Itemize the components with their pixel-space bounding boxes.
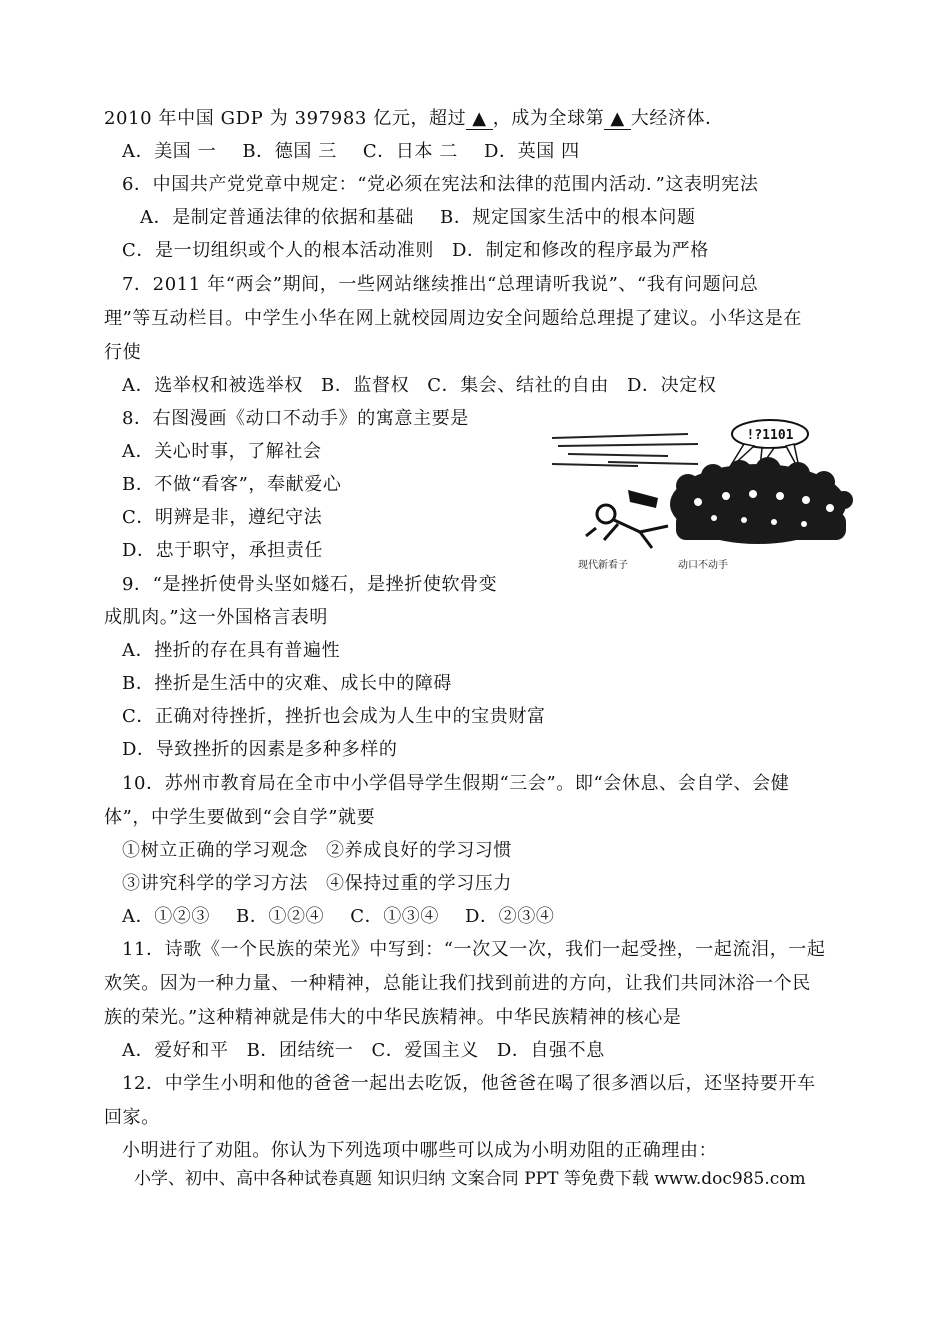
q11-option-d: D．自强不息 bbox=[496, 1040, 605, 1061]
q7-option-a: A．选举权和被选举权 bbox=[122, 375, 303, 396]
q6-options-cd bbox=[122, 238, 709, 264]
q6-option-a: A．是制定普通法律的依据和基础 bbox=[140, 207, 414, 228]
q7-options bbox=[122, 373, 716, 399]
fallen-figure bbox=[586, 505, 668, 548]
q9-line-1: 9．“是挫折使骨头坚如燧石，是挫折使软骨变 bbox=[122, 574, 498, 595]
q5-stem-c: 大经济体． bbox=[630, 108, 724, 129]
q8-option-c: C．明辨是非，遵纪守法 bbox=[122, 507, 323, 528]
q6-option-b: B．规定国家生活中的根本问题 bbox=[440, 207, 696, 228]
q10-items-12 bbox=[122, 838, 512, 864]
q7-option-c: C．集会、结社的自由 bbox=[427, 375, 610, 396]
q9-option-b: B．挫折是生活中的灾难、成长中的障碍 bbox=[122, 673, 453, 694]
q5-blank-1: ▲ bbox=[466, 109, 492, 130]
q7-option-d: D．决定权 bbox=[627, 375, 717, 396]
q8-option-a: A．关心时事，了解社会 bbox=[122, 441, 322, 462]
q5-option-b: B．德国 三 bbox=[242, 141, 337, 162]
q5-stem-a: 2010 年中国 GDP 为 397983 亿元，超过 bbox=[104, 108, 467, 129]
q5-blank-2: ▲ bbox=[604, 109, 630, 130]
q5-option-c: C．日本 二 bbox=[362, 141, 458, 162]
q10-line-2: 体”，中学生要做到“会自学”就要 bbox=[104, 807, 376, 828]
q5-options bbox=[122, 139, 606, 165]
q5-stem-b: ，成为全球第 bbox=[492, 108, 605, 129]
q6-option-c: C．是一切组织或个人的根本活动准则 bbox=[122, 240, 434, 261]
q5-stem bbox=[104, 106, 724, 132]
q11-option-b: B．团结统一 bbox=[246, 1040, 354, 1061]
q11-line-3: 族的荣光。”这种精神就是伟大的中华民族精神。中华民族精神的核心是 bbox=[104, 1007, 682, 1028]
q8-option-b: B．不做“看客”，奉献爱心 bbox=[122, 474, 342, 495]
q5-option-a: A．美国 一 bbox=[122, 141, 217, 162]
q10-line-1: 10．苏州市教育局在全市中小学倡导学生假期“三会”。即“会休息、会自学、会健 bbox=[122, 773, 790, 794]
q11-options bbox=[122, 1038, 605, 1064]
q9-line-2: 成肌肉。”这一外国格言表明 bbox=[104, 607, 329, 628]
cartoon-caption-left: 现代新看子 bbox=[578, 560, 628, 571]
q11-line-2: 欢笑。因为一种力量、一种精神，总能让我们找到前进的方向，让我们共同沐浴一个民 bbox=[104, 973, 811, 994]
q10-item-3: ③讲究科学的学习方法 bbox=[122, 873, 308, 894]
q11-option-c: C．爱国主义 bbox=[371, 1040, 479, 1061]
q10-item-1: ①树立正确的学习观念 bbox=[122, 840, 308, 861]
q6-option-d: D．制定和修改的程序最为严格 bbox=[451, 240, 709, 261]
q6-stem: 6．中国共产党党章中规定：“党必须在宪法和法律的范围内活动．”这表明宪法 bbox=[122, 174, 759, 195]
bubble-text: !?1101 bbox=[746, 428, 794, 443]
q12-line-2: 回家。 bbox=[104, 1107, 160, 1128]
q9-option-d: D．导致挫折的因素是多种多样的 bbox=[122, 739, 398, 760]
q7-line-2: 理”等互动栏目。中学生小华在网上就校园周边安全问题给总理提了建议。小华这是在 bbox=[104, 308, 802, 329]
q9-option-a: A．挫折的存在具有普遍性 bbox=[122, 640, 341, 661]
cartoon-illustration bbox=[548, 416, 854, 576]
q12-line-3: 小明进行了劝阻。你认为下列选项中哪些可以成为小明劝阻的正确理由： bbox=[122, 1140, 718, 1161]
q10-option-c: C．①③④ bbox=[350, 906, 440, 927]
q11-option-a: A．爱好和平 bbox=[122, 1040, 229, 1061]
q10-option-b: B．①②④ bbox=[236, 906, 325, 927]
q5-option-d: D．英国 四 bbox=[483, 141, 580, 162]
q7-option-b: B．监督权 bbox=[321, 375, 410, 396]
q10-option-d: D．②③④ bbox=[465, 906, 555, 927]
q8-option-d: D．忠于职守，承担责任 bbox=[122, 540, 324, 561]
q10-item-4: ④保持过重的学习压力 bbox=[326, 873, 512, 894]
q10-item-2: ②养成良好的学习习惯 bbox=[326, 840, 512, 861]
page-footer: 小学、初中、高中各种试卷真题 知识归纳 文案合同 PPT 等免费下载 www.doc985.com bbox=[134, 1169, 806, 1189]
q10-option-a: A．①②③ bbox=[122, 906, 210, 927]
q8-stem: 8．右图漫画《动口不动手》的寓意主要是 bbox=[122, 408, 469, 429]
q10-items-34 bbox=[122, 871, 512, 897]
q7-line-3: 行使 bbox=[104, 342, 142, 363]
q6-options-ab bbox=[140, 205, 696, 231]
q7-line-1: 7．2011 年“两会”期间，一些网站继续推出“总理请听我说”、“我有问题问总 bbox=[122, 274, 759, 295]
q12-line-1: 12．中学生小明和他的爸爸一起出去吃饭，他爸爸在喝了很多酒以后，还坚持要开车 bbox=[122, 1073, 816, 1094]
cartoon-caption-right: 动口不动手 bbox=[678, 560, 728, 571]
q10-options bbox=[122, 904, 554, 930]
q11-line-1: 11．诗歌《一个民族的荣光》中写到：“一次又一次，我们一起受挫，一起流泪，一起 bbox=[122, 939, 826, 960]
q9-option-c: C．正确对待挫折，挫折也会成为人生中的宝贵财富 bbox=[122, 706, 546, 727]
